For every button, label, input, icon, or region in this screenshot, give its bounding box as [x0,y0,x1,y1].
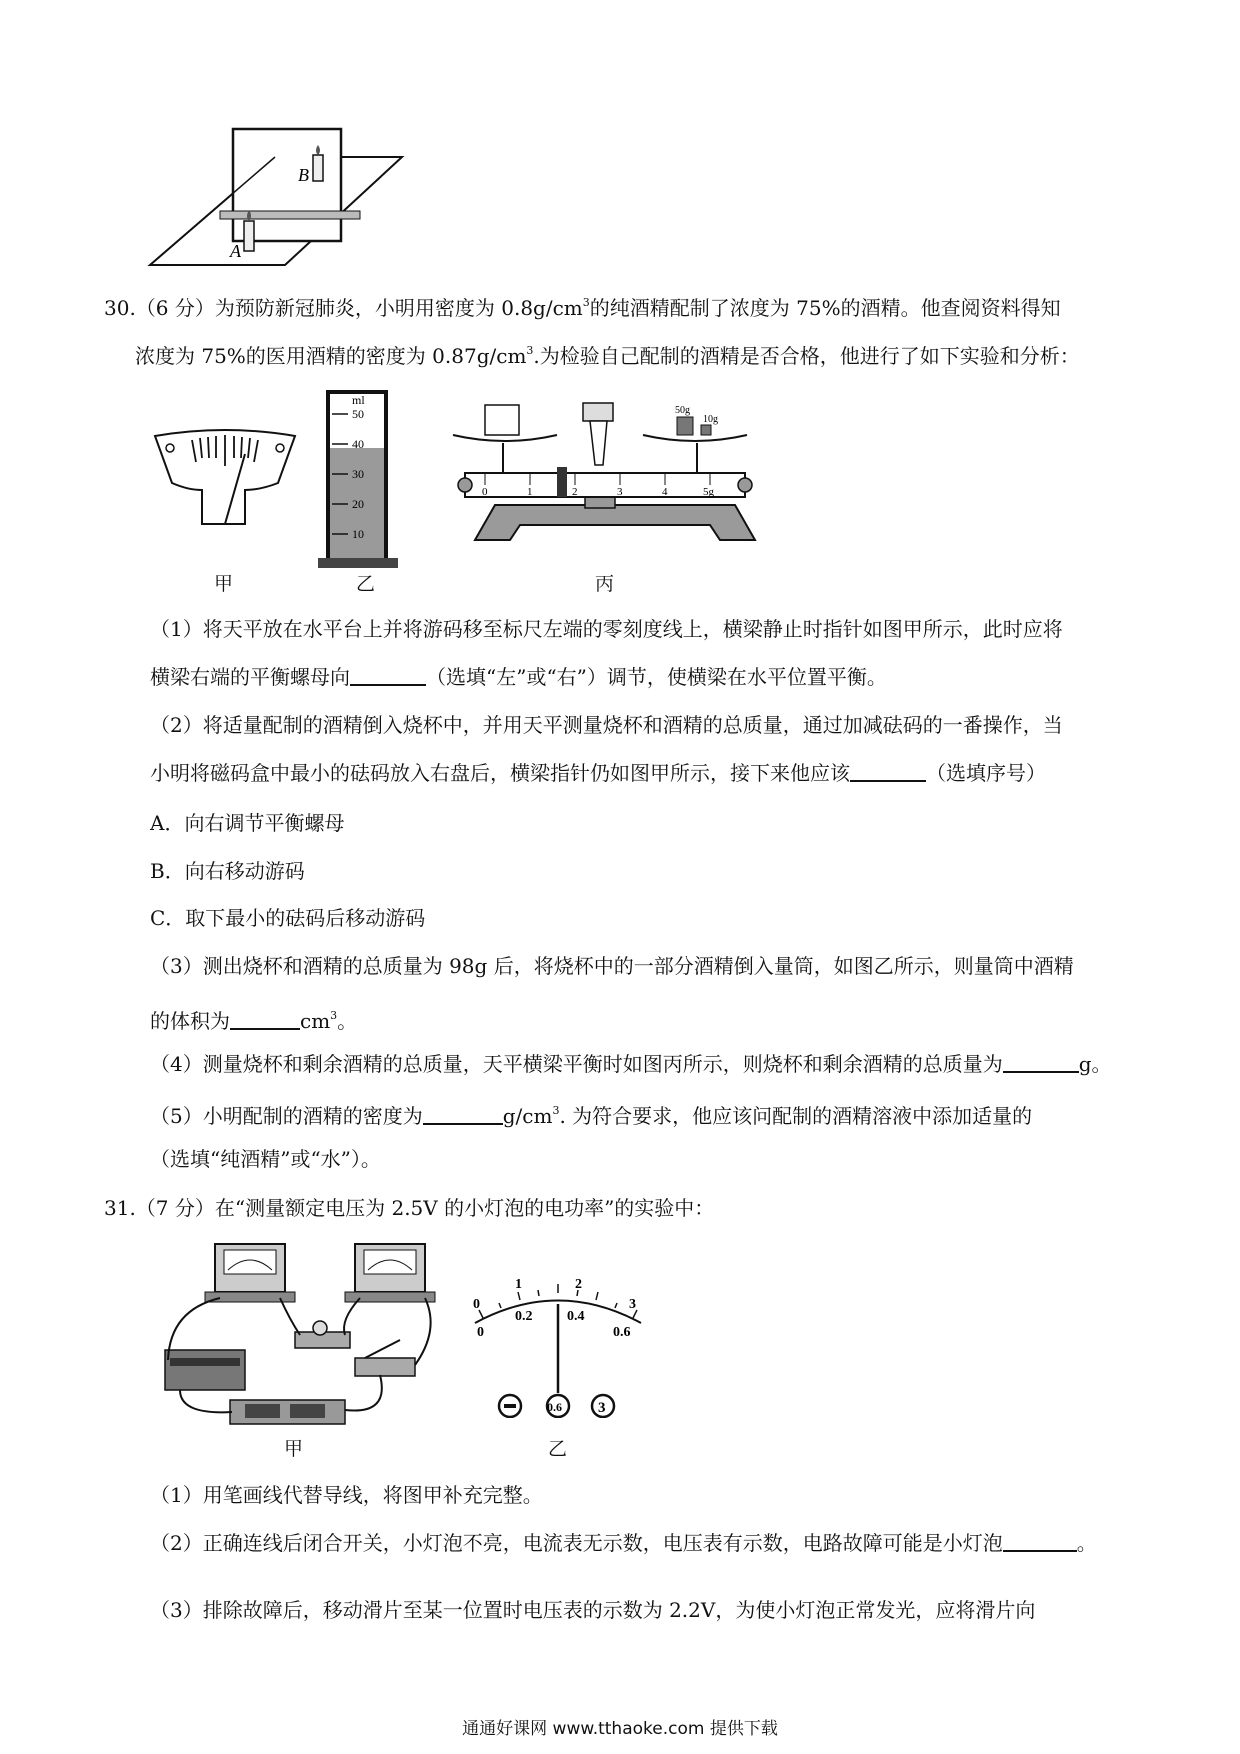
answer-blank[interactable] [1003,1051,1079,1073]
answer-blank[interactable] [423,1103,503,1125]
ruler-tick: 3 [617,486,623,498]
caption-circuit-jia: 甲 [284,1438,304,1460]
meter-lower-label: 0.6 [613,1325,631,1340]
weight-10g: 10g [703,414,718,425]
cylinder-tick: 30 [352,467,364,481]
circuit-figure [160,1240,450,1430]
terminal-3: 3 [598,1400,606,1416]
answer-blank[interactable] [350,664,426,686]
q30-part2-line1: （2）将适量配制的酒精倒入烧杯中，并用天平测量烧杯和酒精的总质量，通过加减砝码的一番操作，当 [150,713,1063,737]
meter-upper-label: 1 [515,1277,522,1292]
q31-heading: 31.（7 分）在“测量额定电压为 2.5V 的小灯泡的电功率”的实验中： [104,1196,715,1220]
q30-part1-line1: （1）将天平放在水平台上并将游码移至标尺左端的零刻度线上，横梁静止时指针如图甲所示，此时应将 [150,617,1063,641]
label-a: A [230,241,241,261]
page-footer: 通通好课网 www.tthaoke.com 提供下载 [462,1719,778,1739]
q30-part4: （4）测量烧杯和剩余酒精的总质量，天平横梁平衡时如图丙所示，则烧杯和剩余酒精的总质量为 g。 [150,1052,1112,1076]
ammeter-scale-figure [463,1268,653,1418]
q30-part2-line2: 小明将磁码盒中最小的砝码放入右盘后，横梁指针仍如图甲所示，接下来他应该 （选填序号） [150,761,1046,785]
q30-heading-line2: 浓度为 75%的医用酒精的密度为 $0.87g/cm^3$.为检验自己配制的酒精是否合格，他进行了如下实验和分析： [135,344,1080,368]
meter-lower-label: 0.2 [515,1309,533,1324]
meter-upper-label: 2 [575,1277,582,1292]
meter-lower-label: 0.4 [567,1309,585,1324]
q30-part1-line2: 横梁右端的平衡螺母向 （选填“左”或“右”）调节，使横梁在水平位置平衡。 [150,665,887,689]
q30-part3-line2: 的体积为 $cm^3$。 [150,1009,358,1033]
q31-part2: （2）正确连线后闭合开关，小灯泡不亮，电流表无示数，电压表有示数，电路故障可能是小灯泡 。 [150,1531,1097,1555]
cylinder-tick: 50 [352,407,364,421]
q30-part5-line1: （5）小明配制的酒精的密度为 $g/cm^3$. 为符合要求，他应该问配制的酒精溶液中添加适量的 [150,1104,1033,1128]
option-b: B．向右移动游码 [150,859,305,883]
terminal-06: 0.6 [547,1400,562,1414]
q31-part3: （3）排除故障后，移动滑片至某一位置时电压表的示数为 2.2V，为使小灯泡正常发光，应将滑片向 [150,1598,1036,1622]
ruler-tick: 2 [572,486,578,498]
caption-yi: 乙 [356,573,376,595]
cylinder-tick: 10 [352,527,364,541]
caption-jia: 甲 [214,573,234,595]
measuring-cylinder-figure [318,386,408,571]
cylinder-tick: 40 [352,437,364,451]
q30-part3-line1: （3）测出烧杯和酒精的总质量为 98g 后，将烧杯中的一部分酒精倒入量筒，如图乙所示，则量筒中酒精 [150,954,1074,978]
ruler-tick: 4 [662,486,668,498]
answer-blank[interactable] [230,1008,300,1030]
caption-meter-yi: 乙 [548,1438,568,1460]
ruler-tick: 1 [527,486,533,498]
balance-figure [445,395,780,570]
ruler-tick: 0 [482,486,488,498]
answer-blank[interactable] [1003,1530,1077,1552]
meter-upper-label: 0 [473,1297,480,1312]
pointer-scale-figure [150,428,300,528]
meter-lower-label: 0 [477,1325,484,1340]
caption-bing: 丙 [595,573,615,595]
label-b: B [298,165,309,185]
option-c: C．取下最小的砝码后移动游码 [150,906,426,930]
ruler-tick: 5g [703,486,714,498]
weight-50g: 50g [675,405,690,416]
q31-part1: （1）用笔画线代替导线，将图甲补充完整。 [150,1483,543,1507]
q30-heading-line1: 30.（6 分）为预防新冠肺炎，小明用密度为 $0.8g/cm^3$的纯酒精配制了浓度为 75%的酒精。他查阅资料得知 [104,296,1061,320]
q30-part5-line2: （选填“纯酒精”或“水”）。 [150,1147,381,1171]
answer-blank[interactable] [850,760,926,782]
cylinder-unit: ml [352,393,365,407]
meter-upper-label: 3 [629,1297,636,1312]
option-a: A．向右调节平衡螺母 [150,811,345,835]
cylinder-tick: 20 [352,497,364,511]
mirror-candle-figure [140,115,410,275]
